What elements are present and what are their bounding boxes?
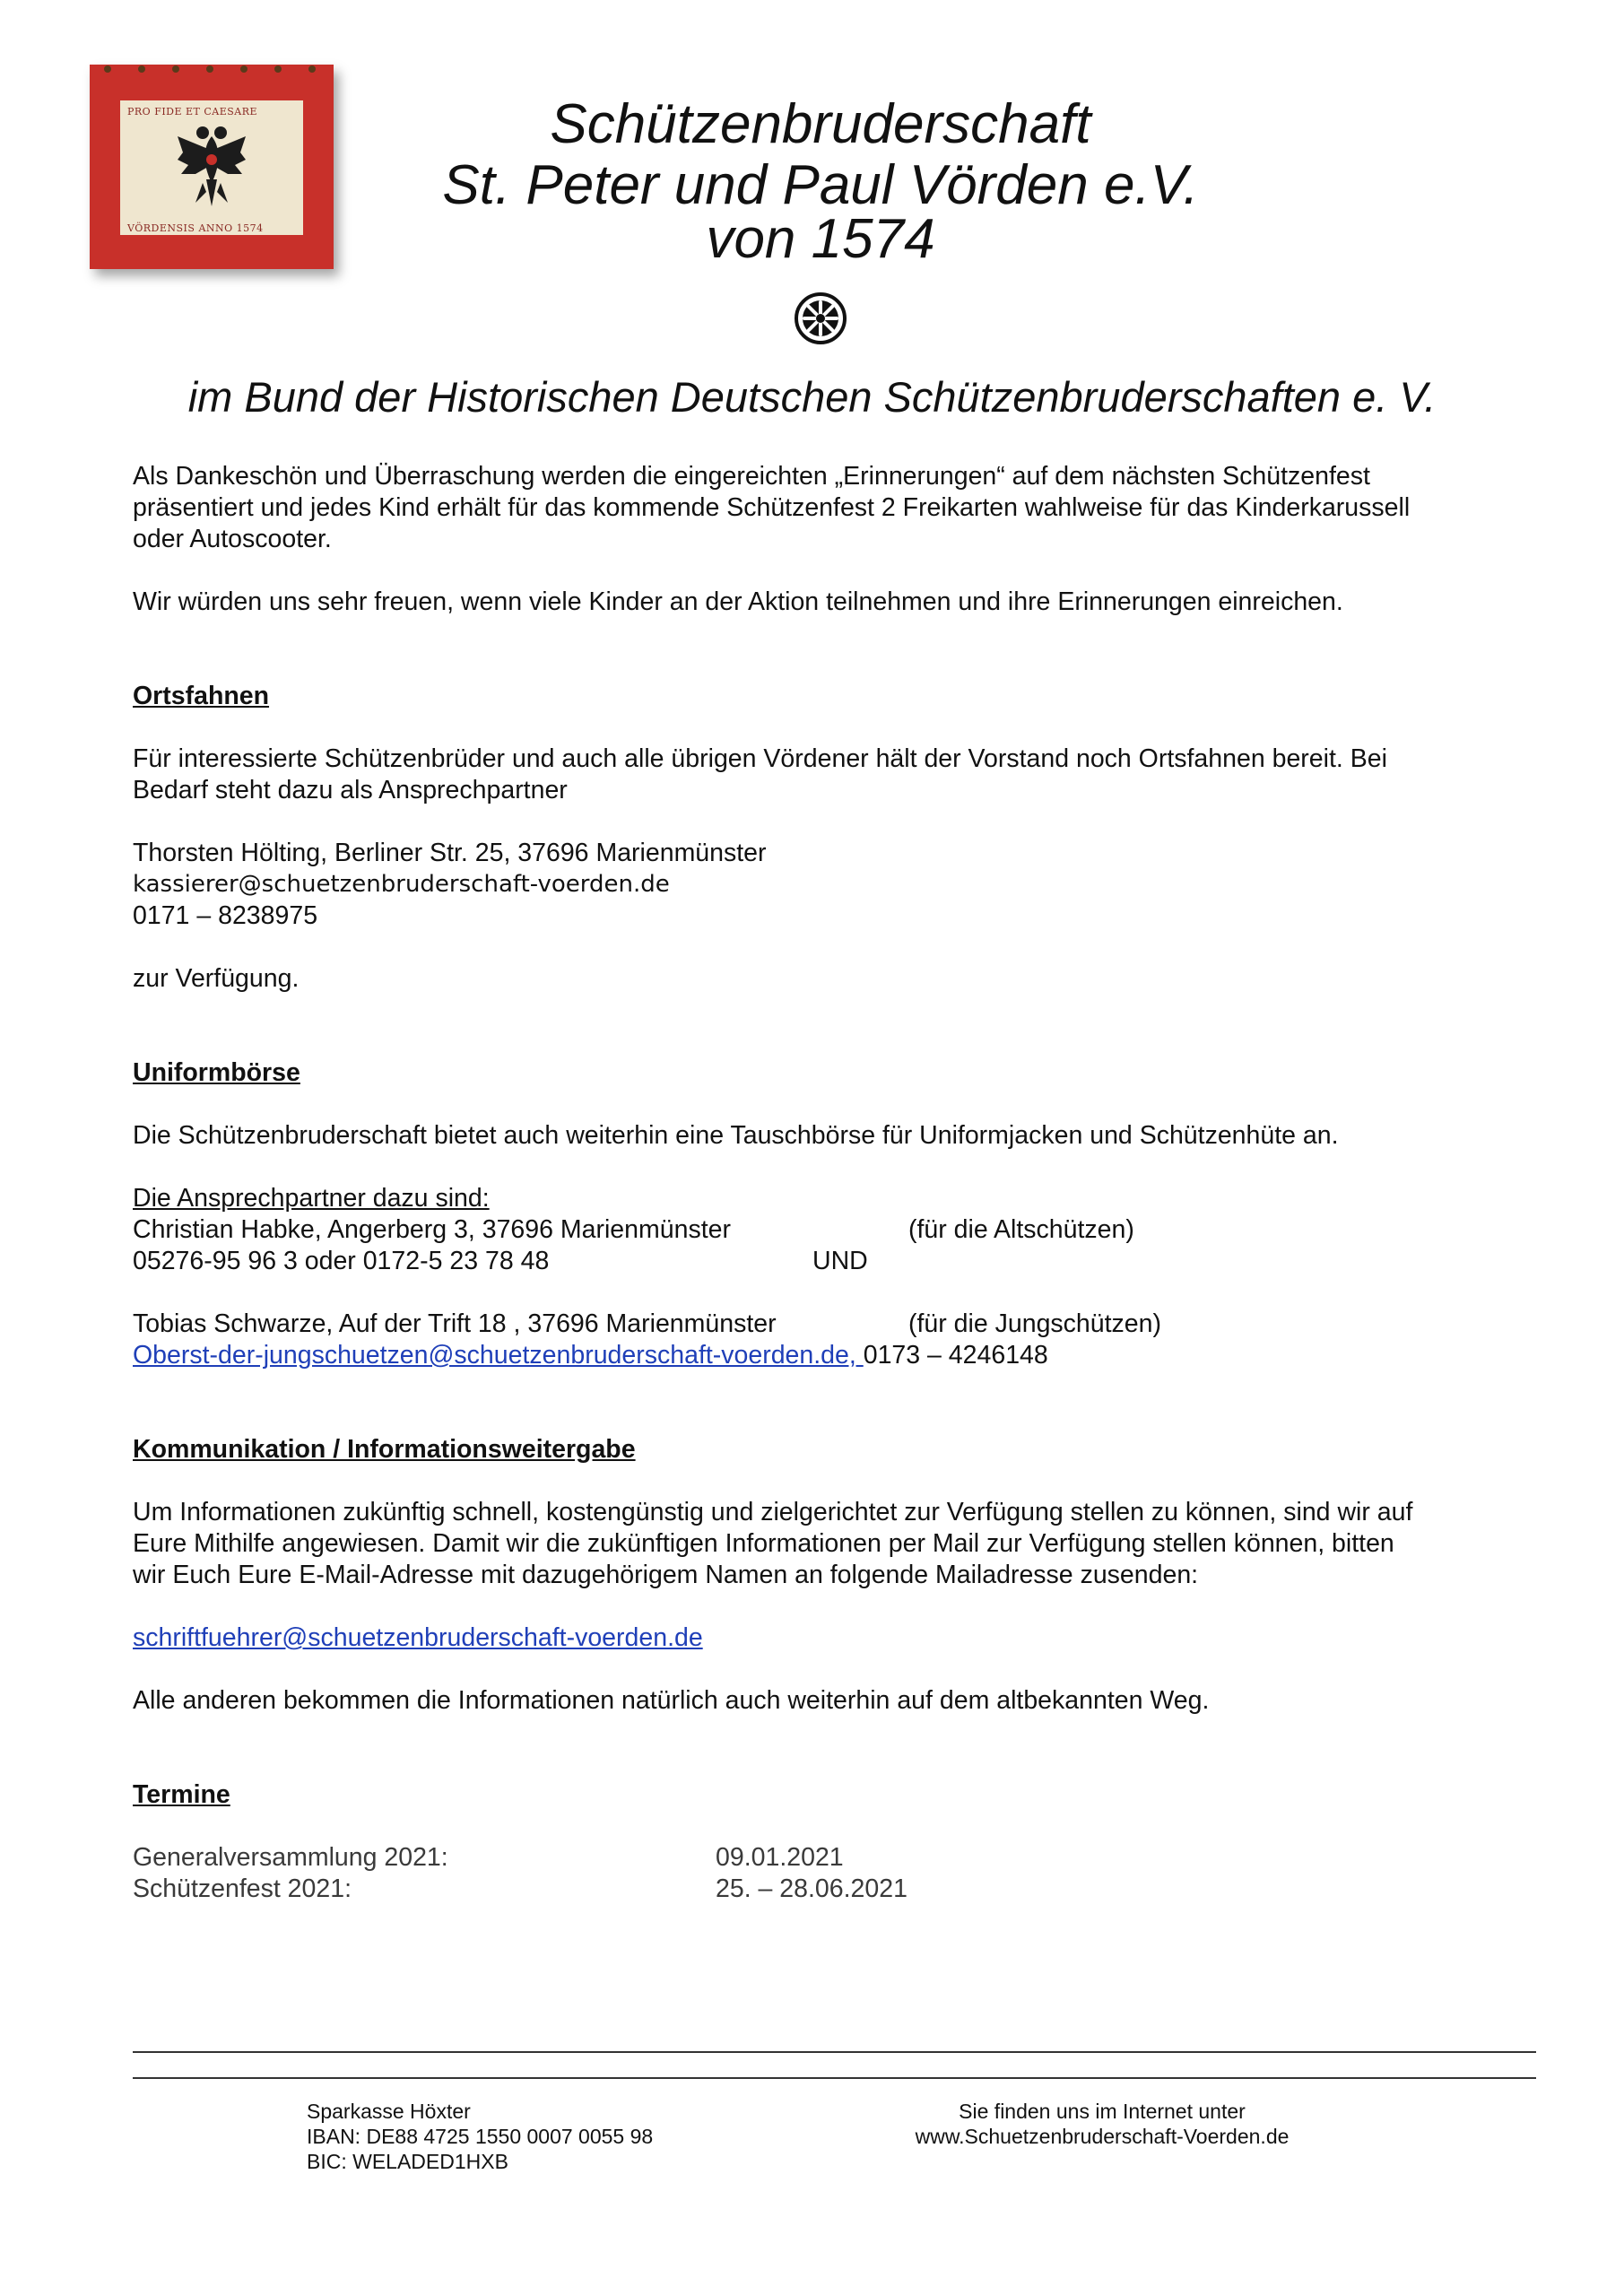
footer-divider	[133, 2051, 1536, 2053]
footer-web-info	[807, 2099, 1397, 2149]
contact-row	[133, 1214, 1532, 1246]
banner-flag	[90, 65, 334, 269]
uniformboerse-contacts-label: Die Ansprechpartner dazu sind:	[133, 1184, 490, 1213]
document-body	[133, 461, 1532, 1905]
ortsfahnen-text: Bedarf steht dazu als Ansprechpartner	[133, 776, 568, 804]
uniformboerse-text: Die Schützenbruderschaft bietet auch weiterhin eine Tauschbörse für Uniformjacken und Schützenhüte an.	[133, 1121, 1339, 1150]
contact-phone: 05276-95 96 3 oder 0172-5 23 78 48	[133, 1247, 550, 1275]
kommunikation-closing: Alle anderen bekommen die Informationen natürlich auch weiterhin auf dem altbekannten Weg.	[133, 1686, 1210, 1715]
und-label: UND	[812, 1247, 868, 1275]
kommunikation-text: Eure Mithilfe angewiesen. Damit wir die zukünftigen Informationen per Mail zur Verfügung stellen können, bitten	[133, 1529, 1394, 1558]
jungschuetzen-email-link[interactable]: Oberst-der-jungschuetzen@schuetzenbruderschaft-voerden.de,	[133, 1341, 864, 1370]
kommunikation-text: wir Euch Eure E-Mail-Adresse mit dazugehörigem Namen an folgende Mailadresse zusenden:	[133, 1561, 1199, 1589]
termine-date: 09.01.2021	[716, 1843, 844, 1872]
banner-top-text: PRO FIDE ET CAESARE	[127, 106, 258, 117]
section-heading-uniformboerse: Uniformbörse	[133, 1058, 300, 1087]
termine-row	[133, 1842, 1532, 1874]
bank-bic: BIC: WELADED1HXB	[307, 2150, 508, 2173]
ortsfahnen-contact-email: kassierer@schuetzenbruderschaft-voerden.de	[133, 871, 670, 898]
termine-label: Generalversammlung 2021:	[133, 1843, 448, 1872]
termine-label: Schützenfest 2021:	[133, 1874, 352, 1903]
banner-image	[90, 65, 334, 269]
contact-row	[133, 1309, 1532, 1340]
termine-row	[133, 1874, 1532, 1905]
schriftfuehrer-email-link[interactable]: schriftfuehrer@schuetzenbruderschaft-voerden.de	[133, 1623, 703, 1652]
web-url[interactable]: www.Schuetzenbruderschaft-Voerden.de	[915, 2125, 1290, 2148]
page-title-line-1: Schützenbruderschaft	[550, 93, 1091, 155]
banner-rings	[90, 65, 334, 74]
footer-bank-info	[307, 2099, 653, 2174]
page-subtitle: im Bund der Historischen Deutschen Schützenbruderschaften e. V.	[187, 373, 1437, 421]
termine-date: 25. – 28.06.2021	[716, 1874, 908, 1903]
banner-bottom-text: VÖRDENSIS ANNO 1574	[127, 222, 264, 234]
section-heading-kommunikation: Kommunikation / Informationsweitergabe	[133, 1435, 636, 1464]
footer-divider	[133, 2077, 1536, 2079]
intro-paragraph: Wir würden uns sehr freuen, wenn viele Kinder an der Aktion teilnehmen und ihre Erinnerungen einreichen.	[133, 587, 1343, 616]
contact-address: Tobias Schwarze, Auf der Trift 18 , 37696 Marienmünster	[133, 1309, 777, 1338]
page-title-line-3: von 1574	[706, 208, 935, 270]
contact-note: (für die Altschützen)	[908, 1215, 1134, 1244]
bank-name: Sparkasse Höxter	[307, 2100, 471, 2123]
ortsfahnen-contact-phone: 0171 – 8238975	[133, 901, 318, 930]
contact-note: (für die Jungschützen)	[908, 1309, 1161, 1338]
intro-line: oder Autoscooter.	[133, 525, 332, 553]
eagle-icon	[176, 120, 248, 219]
cross-emblem-icon	[794, 291, 847, 345]
contact-row	[133, 1246, 1532, 1277]
contact-phone: 0173 – 4246148	[863, 1341, 1048, 1370]
ortsfahnen-closing: zur Verfügung.	[133, 964, 300, 993]
contact-address: Christian Habke, Angerberg 3, 37696 Marienmünster	[133, 1215, 731, 1244]
page-title-line-2: St. Peter und Paul Vörden e.V.	[442, 154, 1199, 216]
intro-line: Als Dankeschön und Überraschung werden die eingereichten „Erinnerungen“ auf dem nächsten Schützenfest	[133, 462, 1370, 491]
contact-email-line	[133, 1340, 1532, 1371]
section-heading-termine: Termine	[133, 1780, 230, 1809]
bank-iban: IBAN: DE88 4725 1550 0007 0055 98	[307, 2125, 654, 2148]
ortsfahnen-text: Für interessierte Schützenbrüder und auch alle übrigen Vördener hält der Vorstand noch Ortsfahnen bereit. Bei	[133, 744, 1387, 773]
intro-line: präsentiert und jedes Kind erhält für das kommende Schützenfest 2 Freikarten wahlweise für das Kinderkarussell	[133, 493, 1411, 522]
section-heading-ortsfahnen: Ortsfahnen	[133, 682, 270, 710]
ortsfahnen-contact-name: Thorsten Hölting, Berliner Str. 25, 37696 Marienmünster	[133, 839, 767, 867]
web-label: Sie finden uns im Internet unter	[959, 2100, 1246, 2123]
kommunikation-text: Um Informationen zukünftig schnell, kostengünstig und zielgerichtet zur Verfügung stellen zu können, sind wir auf	[133, 1498, 1413, 1526]
